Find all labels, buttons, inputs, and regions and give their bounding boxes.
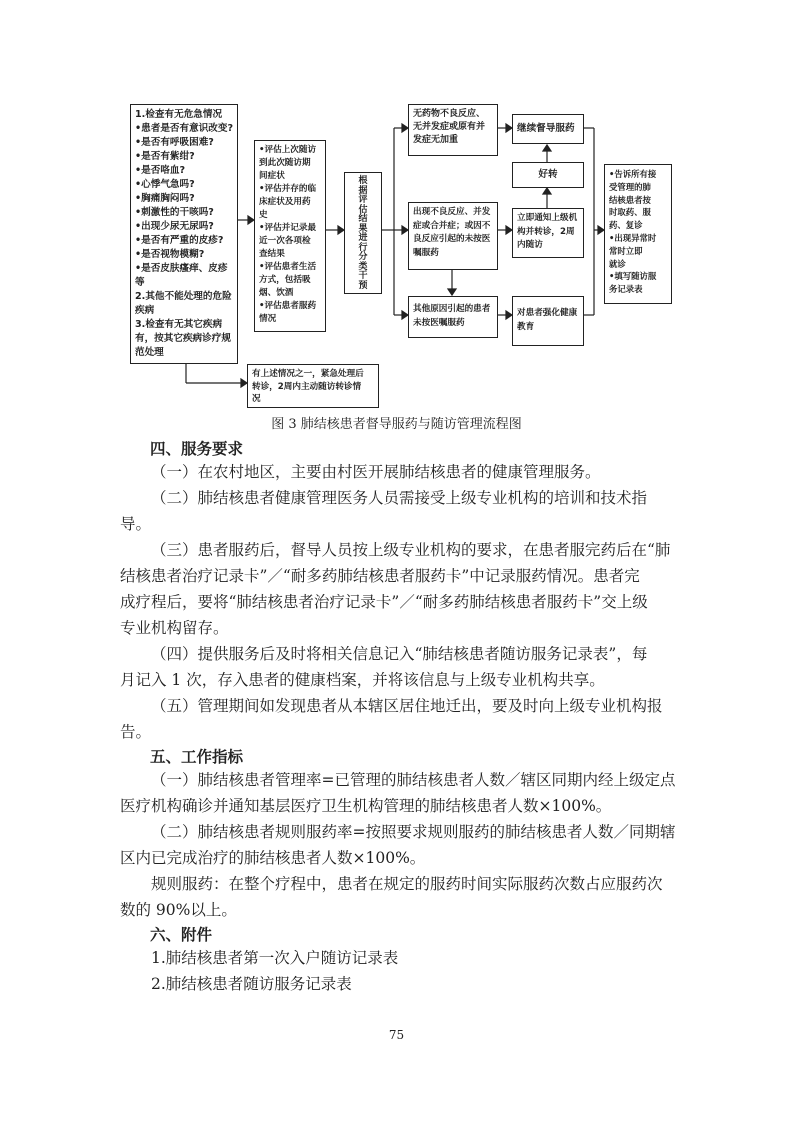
s4-paragraph-3: （三）患者服药后，督导人员按上级专业机构的要求，在患者服完药后在“肺 结核患者治疗记录卡”／“耐多药肺结核患者服药卡”中记录服药情况。患者完 成疗程后，要将“肺结核患者治疗记录卡”／“耐多药肺结核患者服药卡”交上级 专业机构留存。 [120,541,671,637]
s4-paragraph-4: （四）提供服务后及时将相关信息记入“肺结核患者随访服务记录表”，每 月记入 1 次，存入患者的健康档案，并将该信息与上级专业机构共享。 [120,645,648,689]
attachment-item: 2.肺结核患者随访服务记录表 [151,975,352,993]
improved-box: 好转 [512,162,584,188]
continue-supervision-box: 继续督导服药 [512,114,584,144]
s5-paragraph-3: 规则服药：在整个疗程中，患者在规定的服药时间实际服药次数占应服药次 数的 90%以上。 [120,875,663,919]
instruct-patients-box: •告诉所有接 受管理的肺 结核患者按 时取药、服 药、复诊 •出现异常时 常时立即 就诊 •填写随访服 务记录表 [604,164,672,304]
flowchart-connectors [0,0,793,420]
no-adverse-reaction-box: 无药物不良反应、 无并发症或原有并 发症无加重 [408,104,498,156]
attachment-list [120,945,676,997]
s5-paragraph-2: （二）肺结核患者规则服药率=按照要求规则服药的肺结核患者人数／同期辖 区内已完成治疗的肺结核患者人数×100%。 [120,823,676,867]
health-education-box: 对患者强化健康 教育 [512,296,584,346]
s4-paragraph-1: （一）在农村地区，主要由村医开展肺结核患者的健康管理服务。 [151,463,601,481]
s4-paragraph-2: （二）肺结核患者健康管理医务人员需接受上级专业机构的培训和技术指 导。 [120,489,648,533]
flowchart [0,0,793,420]
classify-intervention-box: 根 据 评 估 结 果 进 行 分 类 干 预 [344,172,382,294]
figure-caption: 图 3 肺结核患者督导服药与随访管理流程图 [271,417,522,432]
section-6-title: 六、附件 [150,925,213,944]
check-danger-box: 1.检查有无危急情况 •患者是否有意识改变? •是否有呼吸困难? •是否有紫绀? •是否咯血? •心悸气急吗? •胸痛胸闷吗? •刺激性的干咳吗? •出现少尿无尿吗? •是否有严重的皮疹? •是否视物模糊? •是否皮肤瘙痒、皮疹 等 2.其他不能处理的危险 疾病 3.检查有无其它疾病 有，按其它疾病诊疗规 范处理 [130,104,238,364]
s5-paragraph-1: （一）肺结核患者管理率=已管理的肺结核患者人数／辖区同期内经上级定点 医疗机构确诊并通知基层医疗卫生机构管理的肺结核患者人数×100%。 [120,771,676,815]
section-4-title: 四、服务要求 [150,439,244,458]
page-number: 75 [388,1028,405,1042]
other-noncompliance-box: 其他原因引起的患者 未按医嘱服药 [408,296,498,338]
emergency-referral-box: 有上述情况之一，紧急处理后 转诊，2周内主动随访转诊情 况 [247,364,379,408]
s4-paragraph-5: （五）管理期间如发现患者从本辖区居住地迁出，要及时向上级专业机构报 告。 [120,697,663,741]
attachment-item: 1.肺结核患者第一次入户随访记录表 [151,949,399,967]
adverse-reaction-box: 出现不良反应、并发 症或合并症；或因不 良反应引起的未按医 嘱服药 [408,202,498,270]
evaluate-box: •评估上次随访 到此次随访期 间症状 •评估并存的临 床症状及用药 史 •评估并记录最 近一次各项检 查结果 •评估患者生活 方式，包括吸 烟、饮酒 •评估患者服药 情况 [254,140,326,332]
notify-referral-box: 立即通知上级机 构并转诊，2周 内随访 [512,208,584,258]
section-5-title: 五、工作指标 [150,747,244,766]
